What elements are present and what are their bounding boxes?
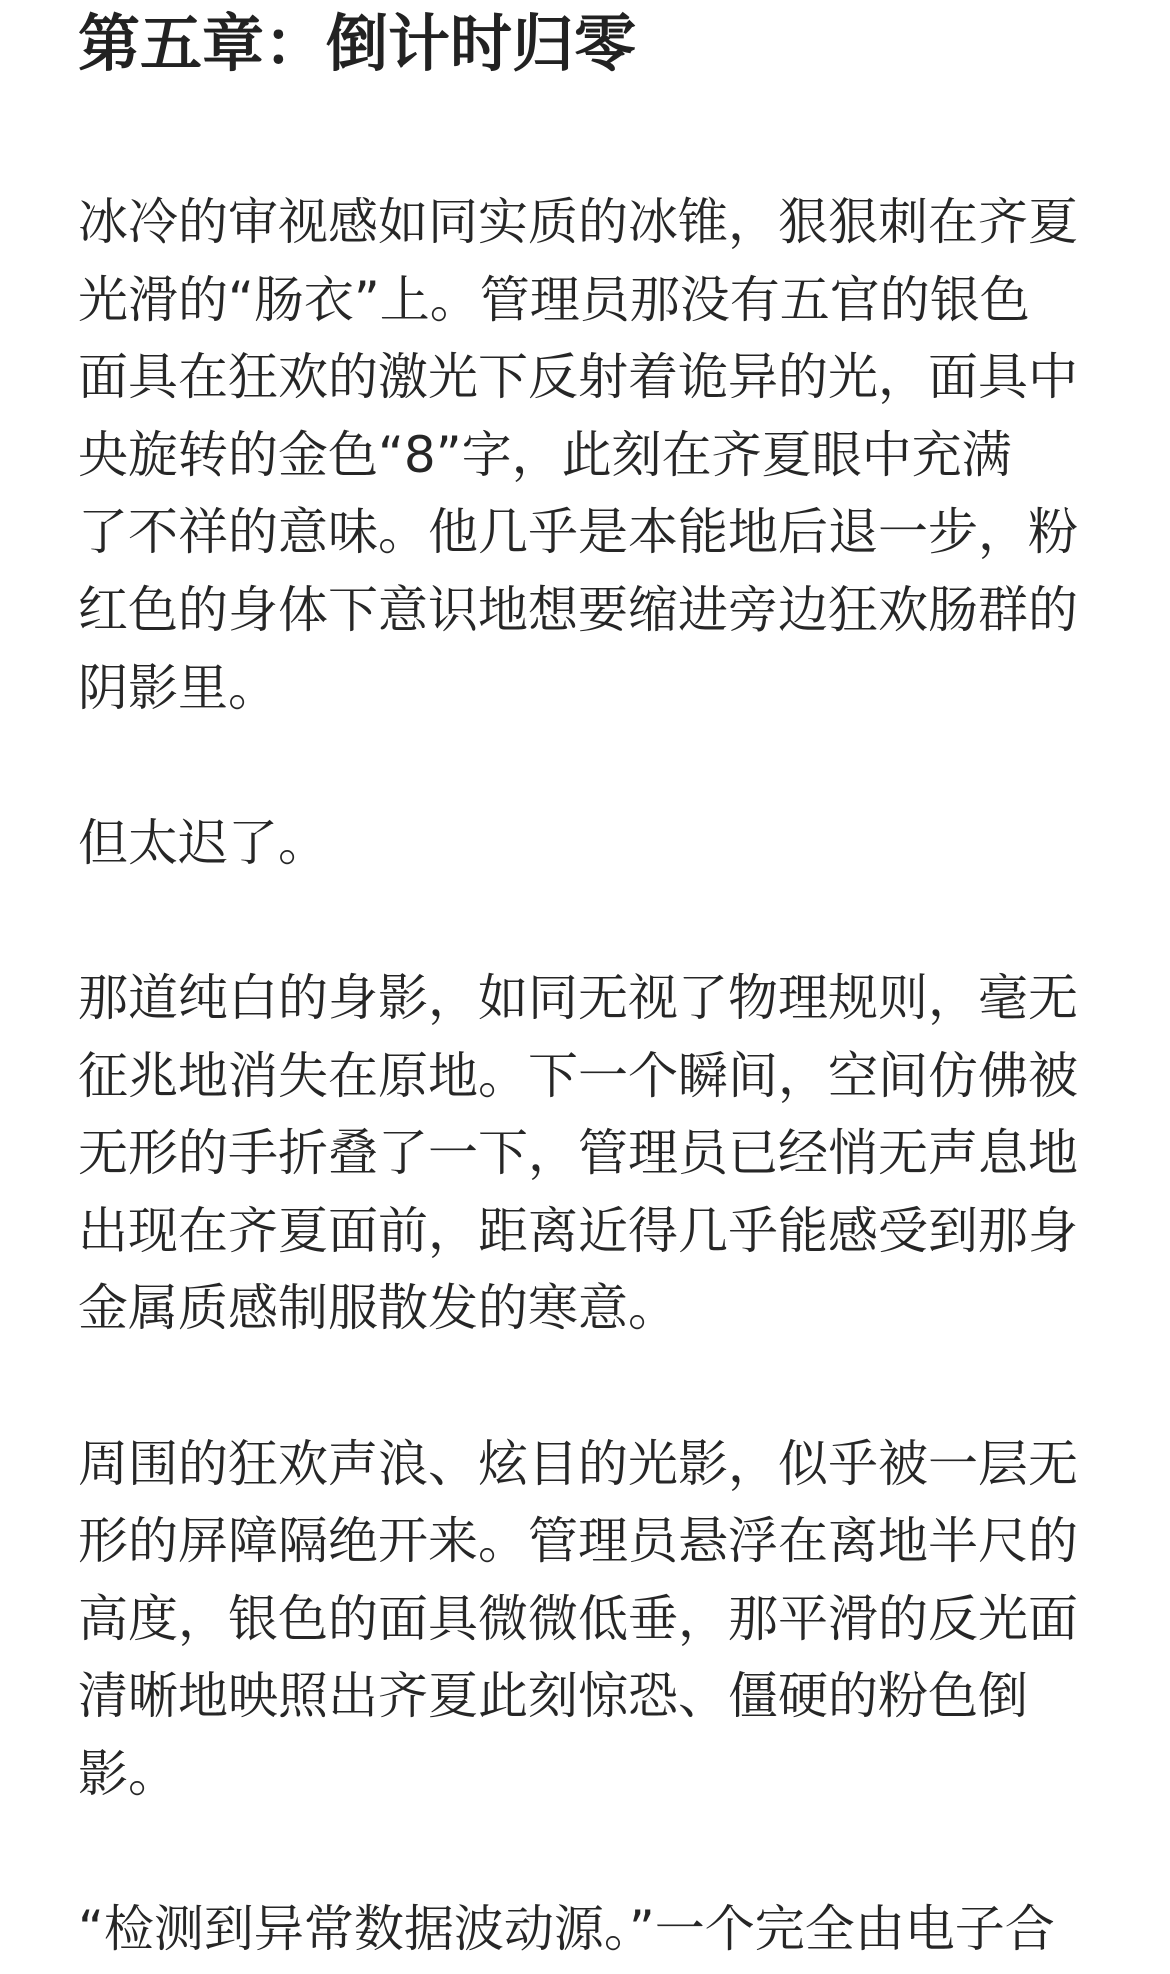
text-line: 光滑的“肠衣”上。管理员那没有五官的银色 xyxy=(78,270,1030,329)
text-line: 红色的身体下意识地想要缩进旁边狂欢肠群的 xyxy=(78,580,1078,639)
text-line: 但太迟了。 xyxy=(78,813,328,872)
text-line: 金属质感制服散发的寒意。 xyxy=(78,1279,678,1338)
paragraph xyxy=(78,1426,1118,1814)
text-line: 形的屏障隔绝开来。管理员悬浮在离地半尺的 xyxy=(78,1512,1078,1571)
text-line: 周围的狂欢声浪、炫目的光影，似乎被一层无 xyxy=(78,1434,1078,1493)
text-line: 那道纯白的身影，如同无视了物理规则，毫无 xyxy=(78,968,1078,1027)
chapter-body xyxy=(78,184,1118,1969)
text-line: 阴影里。 xyxy=(78,658,278,717)
paragraph xyxy=(78,960,1118,1348)
text-line: 央旋转的金色“8”字，此刻在齐夏眼中充满 xyxy=(78,425,1012,484)
text-line: 出现在齐夏面前，距离近得几乎能感受到那身 xyxy=(78,1201,1078,1260)
paragraph xyxy=(78,1891,1118,1969)
text-line: 无形的手折叠了一下，管理员已经悄无声息地 xyxy=(78,1124,1078,1183)
text-line: 冰冷的审视感如同实质的冰锥，狠狠刺在齐夏 xyxy=(78,193,1078,251)
text-line: 清晰地映照出齐夏此刻惊恐、僵硬的粉色倒 xyxy=(78,1667,1028,1726)
text-line: “检测到异常数据波动源。”一个完全由电子合 xyxy=(78,1900,1055,1959)
text-line: 高度，银色的面具微微低垂，那平滑的反光面 xyxy=(78,1589,1078,1648)
paragraph xyxy=(78,805,1118,883)
text-line: 征兆地消失在原地。下一个瞬间，空间仿佛被 xyxy=(78,1046,1078,1105)
paragraph xyxy=(78,184,1118,727)
text-line: 了不祥的意味。他几乎是本能地后退一步，粉 xyxy=(78,503,1078,562)
text-line: 面具在狂欢的激光下反射着诡异的光，面具中 xyxy=(78,348,1078,407)
text-line: 影。 xyxy=(78,1744,178,1803)
chapter-title: 第五章：倒计时归零 xyxy=(78,7,637,80)
